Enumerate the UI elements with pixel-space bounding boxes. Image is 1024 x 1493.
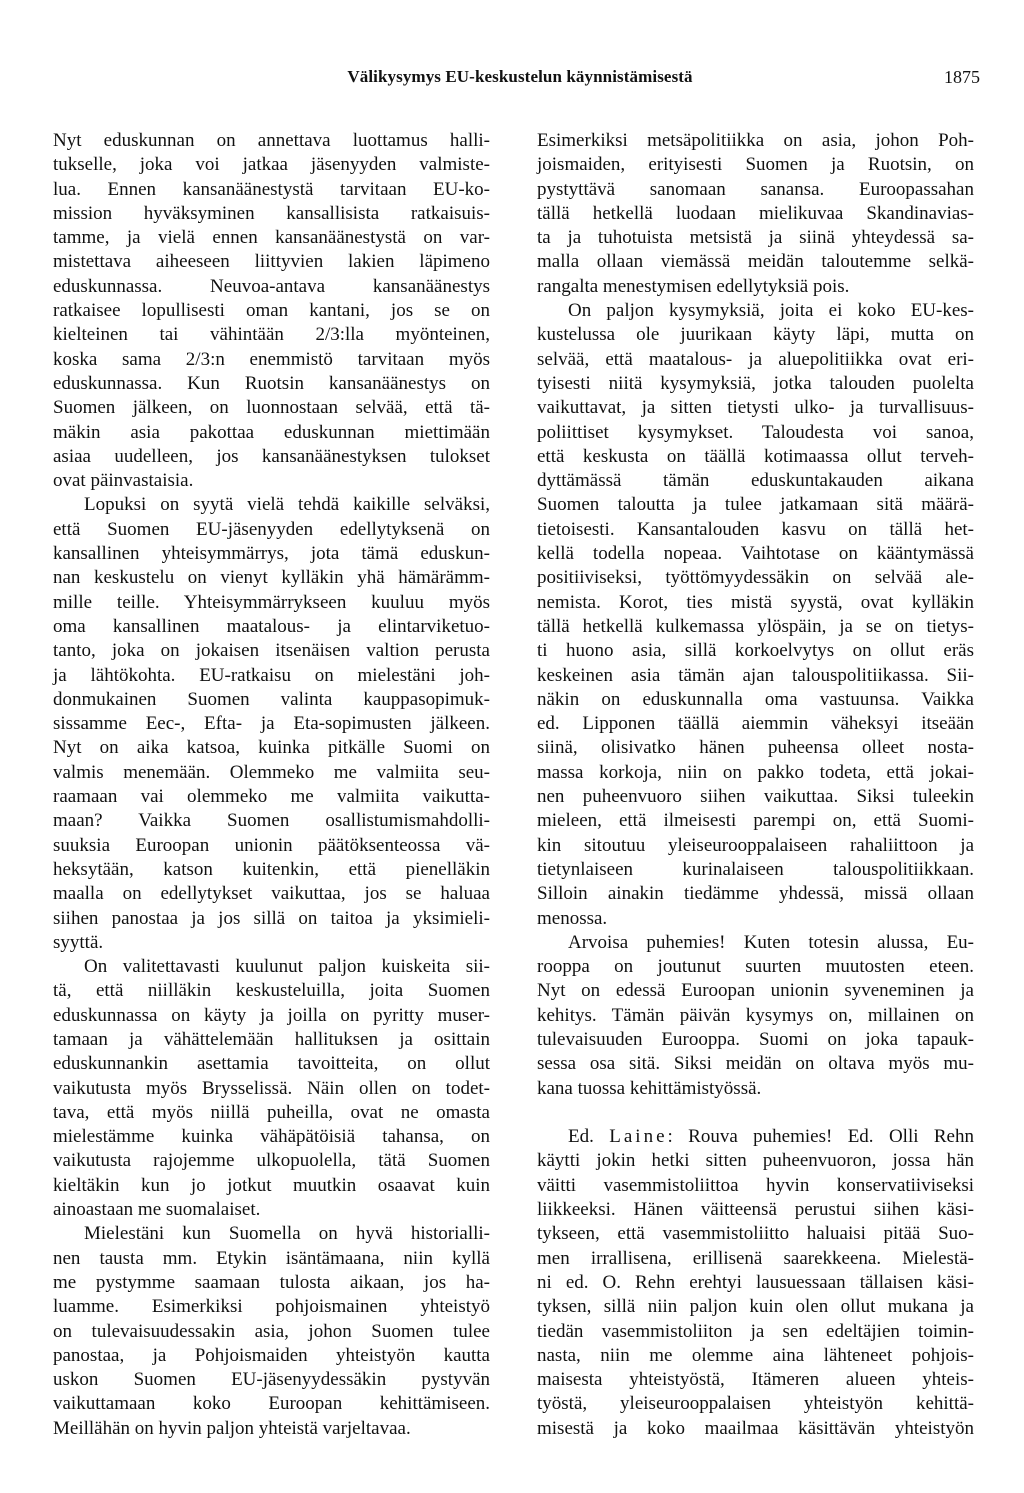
speaker-line-text: : Rouva puhemies! Ed. Olli Rehn [667, 1126, 974, 1148]
text-line: nen puheenvuoro siihen vaikuttaa. Siksi tuleekin [537, 786, 974, 808]
text-line: mieleen, että ilmeisesti parempi on, että Suomi- [537, 810, 974, 832]
text-line: siinä, olisivatko hänen puheensa olleet nosta- [537, 737, 974, 759]
text-line: menossa. [537, 907, 608, 929]
text-line: siihen panostaa ja jos sillä on taitoa ja yksimieli- [53, 907, 490, 929]
text-line: kellä todella nopeaa. Vaihtotase on kääntymässä [537, 543, 974, 565]
text-line: kustelussa ole juurikaan käyty läpi, mutta on [537, 324, 974, 346]
text-line: rangalta menestymisen edellytyksiä pois. [537, 275, 850, 297]
text-line: näkin on eduskunnalla oma vastuunsa. Vaikka [537, 688, 974, 710]
text-line: mille teille. Yhteisymmärrykseen kuuluu myös [53, 591, 490, 613]
text-line: tällä hetkellä kulkemassa ylöspäin, ja se on tietys- [537, 615, 974, 637]
text-line: tava, että myös niillä puheilla, ovat ne omasta [53, 1101, 490, 1123]
text-line: Meillähän on hyvin paljon yhteistä varjeltavaa. [53, 1417, 411, 1439]
text-line: tulevaisuuden Eurooppa. Suomi on joka tapauk- [537, 1028, 974, 1050]
text-line: kansallinen yhteisymmärrys, jota tämä eduskun- [53, 543, 490, 565]
text-line: tietoisesti. Kansantalouden kasvu on tällä het- [537, 518, 974, 540]
text-line: vaikuttamaan koko Euroopan kehittämiseen. [53, 1393, 490, 1415]
text-line: Mielestäni kun Suomella on hyvä historialli- [84, 1223, 490, 1245]
text-line: donmukainen Suomen valinta kauppasopimuk- [53, 688, 490, 710]
text-line: nasta, niin me olemme aina lähteneet pohjois- [537, 1344, 974, 1366]
text-line: tyksen, sillä niin paljon kuin olen ollut mukana ja [537, 1296, 974, 1318]
text-line: keskeinen asia tämän ajan talouspolitiikassa. Sii- [537, 664, 974, 686]
text-line: eduskunnassa on käyty ja joilla on pyritty muser- [53, 1004, 490, 1026]
text-line: kin sitoutuu yleiseurooppalaiseen rahaliittoon ja [537, 834, 974, 856]
text-line: kieltäkin kun jo jotkut muutkin osaavat kuin [53, 1174, 490, 1196]
text-line: nemista. Korot, ties mistä syystä, ovat kylläkin [537, 591, 974, 613]
text-line: Lopuksi on syytä vielä tehdä kaikille selväksi, [84, 494, 490, 516]
text-line: tamaan ja vähättelemään hallituksen ja osittain [53, 1028, 490, 1050]
text-line: heksytään, katson kuitenkin, että pienelläkin [53, 858, 490, 880]
text-line: me pystymme saamaan tulosta aikaan, jos ha- [53, 1271, 490, 1293]
text-line: tanto, joka on jokaisen itsenäisen valtion perusta [53, 640, 490, 662]
text-line: nen tausta mm. Etykin isäntämaana, niin kyllä [53, 1247, 490, 1269]
text-line: mission hyväksyminen kansallisista ratkaisuis- [53, 202, 490, 224]
text-line: ti huono asia, sillä korkoelvytys on ollut eräs [537, 640, 974, 662]
text-line: tukselle, joka voi jatkaa jäsenyyden valmiste- [53, 154, 490, 176]
speaker-line [537, 1125, 974, 1149]
text-line: työstä, yleiseurooppalaisen yhteistyön kehittä- [537, 1393, 974, 1415]
text-line: tykseen, että vasemmistoliitto haluaisi pitää Suo- [537, 1223, 974, 1245]
text-line: panostaa, ja Pohjoismaiden yhteistyön kautta [53, 1344, 490, 1366]
text-line: ainoastaan me suomalaiset. [53, 1199, 261, 1221]
text-line: rooppa on joutunut suurten muutosten eteen. [537, 956, 974, 978]
text-line: positiiviseksi, työttömyydessäkin on selvää ale- [537, 567, 974, 589]
text-line: raamaan vai olemmeko me valmiita vaikutta- [53, 786, 490, 808]
text-line: tä, että niilläkin keskusteluilla, joita Suomen [53, 980, 490, 1002]
text-line: On valitettavasti kuulunut paljon kuiskeita sii- [84, 956, 490, 978]
text-line: lua. Ennen kansanäänestystä tarvitaan EU-ko- [53, 178, 490, 200]
text-line: eduskunnassa. Neuvoa-antava kansanäänestys [53, 275, 490, 297]
text-line: Suomen taloutta ja tulee jatkamaan sitä määrä- [537, 494, 974, 516]
text-line: massa korkoja, niin on pakko todeta, että jokai- [537, 761, 974, 783]
text-line: sessa osa sitä. Siksi meidän on oltava myös mu- [537, 1053, 974, 1075]
text-line: väitti vasemmistoliittoa hyvin konservatiiviseksi [537, 1174, 974, 1196]
text-line: ni ed. O. Rehn erehtyi lausuessaan tällaisen käsi- [537, 1271, 974, 1293]
text-line: mistettava aiheeseen liittyvien lakien läpimeno [53, 251, 490, 273]
text-line: joismaiden, erityisesti Suomen ja Ruotsin, on [537, 154, 974, 176]
text-line: Nyt on edessä Euroopan unionin syveneminen ja [537, 980, 974, 1002]
text-line: oma kansallinen maatalous- ja elintarviketuo- [53, 615, 490, 637]
text-line: koska sama 2/3:n enemmistö tarvitaan myös [53, 348, 490, 370]
text-line: että Suomen EU-jäsenyyden edellytyksenä on [53, 518, 490, 540]
text-line: tällä hetkellä luodaan mielikuvaa Skandinavias- [537, 202, 974, 224]
text-line: Nyt on aika katsoa, kuinka pitkälle Suomi on [53, 737, 490, 759]
text-line: tyisesti niitä kysymyksiä, jotka talouden puolelta [537, 372, 974, 394]
text-line: men irrallisena, erillisenä saarekkeena. Mielestä- [537, 1247, 974, 1269]
text-line: maisesta yhteistyöstä, Itämeren alueen yhteis- [537, 1369, 974, 1391]
text-line: nan keskustelu on vienyt kylläkin yhä hämärämm- [53, 567, 490, 589]
right-column [537, 129, 974, 1441]
text-line: tamme, ja vielä ennen kansanäänestystä on var- [53, 227, 490, 249]
speaker-prefix: Ed. [568, 1126, 594, 1148]
text-line: mäkin asia pakottaa eduskunnan miettimään [53, 421, 490, 443]
text-line: ovat päinvastaisia. [53, 470, 194, 492]
page-header [60, 67, 980, 91]
text-line: sissamme Eec-, Efta- ja Eta-sopimusten jälkeen. [53, 713, 490, 735]
text-line: dyttämässä tämän eduskuntakauden aikana [537, 470, 974, 492]
text-line: malla ollaan viemässä meidän taloutemme selkä- [537, 251, 974, 273]
text-line: vaikutusta rajojemme ulkopuolella, tätä Suomen [53, 1150, 490, 1172]
text-line: Nyt eduskunnan on annettava luottamus halli- [53, 130, 490, 151]
text-line: tietynlaiseen kurinalaiseen talouspolitiikkaan. [537, 858, 974, 880]
text-line: maan? Vaikka Suomen osallistumismahdolli- [53, 810, 490, 832]
section-gap [537, 1101, 974, 1125]
text-line: Esimerkiksi metsäpolitiikka on asia, johon Poh- [537, 130, 974, 151]
page-number: 1875 [944, 67, 980, 87]
text-line: eduskunnassa. Kun Ruotsin kansanäänestys on [53, 372, 490, 394]
text-line: ja lähtökohta. EU-ratkaisu on mielestäni joh- [53, 664, 490, 686]
text-line: että keskusta on täällä kotimaassa ollut terveh- [537, 445, 974, 467]
text-line: poliittiset kysymykset. Taloudesta voi sanoa, [537, 421, 974, 443]
text-line: maalla on edellytykset vaikuttaa, jos se haluaa [53, 883, 490, 905]
text-line: on tulevaisuudessakin asia, johon Suomen tulee [53, 1320, 490, 1342]
text-line: vaikuttavat, ja sitten tietysti ulko- ja turvallisuus- [537, 397, 974, 419]
right-column-text [537, 129, 974, 1101]
text-line: Suomen jälkeen, on luonnostaan selvää, että tä- [53, 397, 490, 419]
left-column [53, 129, 490, 1441]
text-line: asiaa uudelleen, jos kansanäänestyksen tulokset [53, 445, 490, 467]
text-line: misestä ja koko maailmaa käsittävän yhteistyön [537, 1417, 974, 1439]
speech-text [537, 1149, 974, 1441]
text-line: selvää, että maatalous- ja aluepolitiikka ovat eri- [537, 348, 974, 370]
text-line: tiedän vasemmistoliiton ja sen edeltäjien toimin- [537, 1320, 974, 1342]
text-line: uskon Suomen EU-jäsenyydessäkin pystyvän [53, 1369, 490, 1391]
text-line: syyttä. [53, 931, 104, 953]
text-line: valmis menemään. Olemmeko me valmiita seu- [53, 761, 490, 783]
text-line: ta ja tuhotuista metsistä ja siinä yhteydessä sa- [537, 227, 974, 249]
text-line: Silloin ainakin tiedämme yhdessä, missä ollaan [537, 883, 974, 905]
text-line: kana tuossa kehittämistyössä. [537, 1077, 762, 1099]
text-line: pystyttävä sanomaan sanansa. Euroopassahan [537, 178, 974, 200]
text-line: liikkeeksi. Hänen väitteensä perustui siihen käsi- [537, 1199, 974, 1221]
text-line: On paljon kysymyksiä, joita ei koko EU-kes- [568, 300, 974, 322]
text-line: eduskunnankin asettamia tavoitteita, on ollut [53, 1053, 490, 1075]
text-line: kielteinen tai vähintään 2/3:lla myönteinen, [53, 324, 490, 346]
text-line: vaikutusta myös Brysselissä. Näin ollen on todet- [53, 1077, 490, 1099]
text-line: kehitys. Tämän päivän kysymys on, millainen on [537, 1004, 974, 1026]
speaker-name: Laine [609, 1126, 668, 1148]
text-line: suuksia Euroopan unionin päätöksenteossa vä- [53, 834, 490, 856]
text-line: käytti jokin hetki sitten puheenvuoron, jossa hän [537, 1150, 974, 1172]
text-line: ratkaisee lopullisesti oman kantani, jos se on [53, 300, 490, 322]
text-line: luamme. Esimerkiksi pohjoismainen yhteistyö [53, 1296, 490, 1318]
text-line: Arvoisa puhemies! Kuten totesin alussa, Eu- [568, 931, 974, 953]
running-head: Välikysymys EU-keskustelun käynnistämisestä [347, 67, 693, 86]
text-line: ed. Lipponen täällä aiemmin väheksyi itseään [537, 713, 974, 735]
text-line: mielestämme kuinka vähäpätöisiä tahansa, on [53, 1126, 490, 1148]
